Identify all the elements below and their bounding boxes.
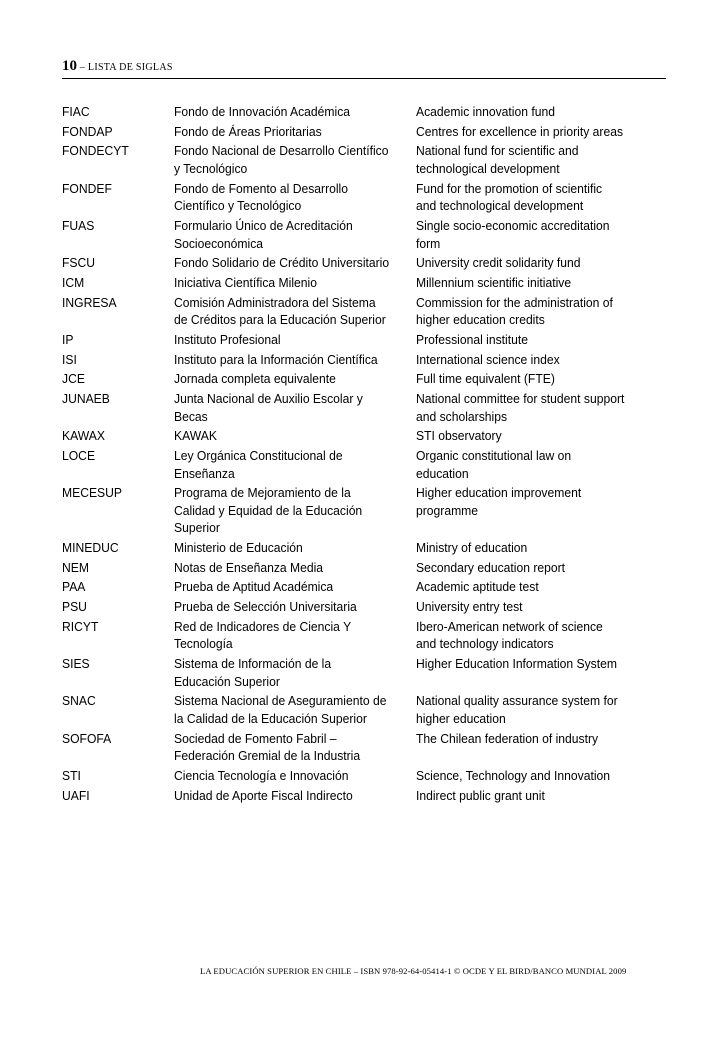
list-item	[62, 598, 666, 616]
list-item	[62, 390, 666, 425]
english-translation: University entry test	[416, 599, 523, 615]
english-translation: Ibero-American network of science and technology indicators	[416, 618, 603, 652]
spanish-name-cell	[174, 578, 416, 596]
spanish-name-cell	[174, 103, 416, 121]
spanish-name-cell	[174, 598, 416, 616]
spanish-name-cell	[174, 427, 416, 445]
spanish-name: Ley Orgánica Constitucional de Enseñanza	[174, 447, 343, 481]
header-separator: –	[77, 62, 88, 73]
spanish-name-cell	[174, 484, 416, 537]
acronym: KAWAX	[62, 428, 105, 444]
list-item	[62, 142, 666, 177]
english-translation: Academic aptitude test	[416, 579, 539, 595]
english-translation-cell	[416, 539, 666, 557]
spanish-name-cell	[174, 217, 416, 252]
english-translation: STI observatory	[416, 428, 502, 444]
english-translation-cell	[416, 274, 666, 292]
acronym: JUNAEB	[62, 390, 110, 406]
acronym: ICM	[62, 274, 85, 290]
list-item	[62, 370, 666, 388]
spanish-name: Instituto Profesional	[174, 331, 281, 347]
english-translation: Organic constitutional law on education	[416, 447, 572, 481]
spanish-name: Instituto para la Información Científica	[174, 351, 378, 367]
english-translation-cell	[416, 484, 666, 537]
list-item	[62, 539, 666, 557]
spanish-name-cell	[174, 390, 416, 425]
spanish-name: Sociedad de Fomento Fabril – Federación Gremial de la Industria	[174, 730, 361, 764]
spanish-name-cell	[174, 294, 416, 329]
spanish-name-cell	[174, 692, 416, 727]
acronym: FUAS	[62, 217, 95, 233]
english-translation: The Chilean federation of industry	[416, 730, 599, 746]
english-translation-cell	[416, 447, 666, 482]
acronym: MINEDUC	[62, 540, 119, 556]
spanish-name-cell	[174, 787, 416, 805]
english-translation-cell	[416, 578, 666, 596]
english-translation-cell	[416, 123, 666, 141]
spanish-name-cell	[174, 655, 416, 690]
spanish-name: KAWAK	[174, 428, 217, 444]
spanish-name: Fondo de Áreas Prioritarias	[174, 123, 322, 139]
list-item	[62, 730, 666, 765]
spanish-name: Ciencia Tecnología e Innovación	[174, 767, 349, 783]
spanish-name: Fondo Solidario de Crédito Universitario	[174, 255, 390, 271]
spanish-name: Junta Nacional de Auxilio Escolar y Becas	[174, 390, 363, 424]
list-item	[62, 787, 666, 805]
english-translation-cell	[416, 787, 666, 805]
spanish-name-cell	[174, 559, 416, 577]
english-translation: Higher education improvement programme	[416, 485, 582, 518]
english-translation: National quality assurance system for higher education	[416, 693, 618, 726]
english-translation: National committee for student support and scholarships	[416, 390, 625, 424]
english-translation: International science index	[416, 351, 560, 367]
list-item	[62, 618, 666, 653]
english-translation: Science, Technology and Innovation	[416, 767, 611, 783]
running-header	[62, 58, 666, 78]
english-translation-cell	[416, 142, 666, 177]
spanish-name: Prueba de Aptitud Académica	[174, 579, 334, 595]
english-translation-cell	[416, 351, 666, 369]
list-item	[62, 559, 666, 577]
spanish-name: Unidad de Aporte Fiscal Indirecto	[174, 787, 353, 803]
english-translation-cell	[416, 331, 666, 349]
english-translation: Professional institute	[416, 331, 528, 347]
english-translation: Full time equivalent (FTE)	[416, 371, 555, 387]
list-item	[62, 294, 666, 329]
spanish-name-cell	[174, 142, 416, 177]
page-number: 10	[62, 58, 77, 74]
english-translation: University credit solidarity fund	[416, 255, 581, 271]
list-item	[62, 692, 666, 727]
english-translation-cell	[416, 427, 666, 445]
english-translation-cell	[416, 254, 666, 272]
english-translation-cell	[416, 103, 666, 121]
english-translation-cell	[416, 390, 666, 425]
acronym: FONDEF	[62, 180, 112, 196]
page-footer: LA EDUCACIÓN SUPERIOR EN CHILE – ISBN 978-92-64-05414-1 © OCDE Y EL BIRD/BANCO MUNDIAL 2009	[200, 966, 627, 976]
list-item	[62, 578, 666, 596]
english-translation-cell	[416, 767, 666, 785]
spanish-name: Sistema de Información de la Educación Superior	[174, 656, 332, 689]
list-item	[62, 767, 666, 785]
spanish-name-cell	[174, 123, 416, 141]
list-item	[62, 427, 666, 445]
spanish-name: Sistema Nacional de Aseguramiento de la Calidad de la Educación Superior	[174, 693, 387, 726]
list-item	[62, 274, 666, 292]
english-translation: Secondary education report	[416, 559, 566, 575]
english-translation-cell	[416, 655, 666, 690]
acronym-list	[62, 103, 666, 806]
english-translation-cell	[416, 180, 666, 215]
english-translation: Commission for the administration of higher education credits	[416, 294, 613, 328]
acronym: MECESUP	[62, 485, 123, 501]
spanish-name-cell	[174, 539, 416, 557]
acronym: JCE	[62, 371, 85, 387]
list-item	[62, 180, 666, 215]
list-item	[62, 123, 666, 141]
spanish-name: Jornada completa equivalente	[174, 371, 336, 387]
english-translation: Ministry of education	[416, 540, 528, 556]
english-translation-cell	[416, 692, 666, 727]
list-item	[62, 484, 666, 537]
list-item	[62, 351, 666, 369]
spanish-name-cell	[174, 180, 416, 215]
acronym: NEM	[62, 559, 89, 575]
spanish-name: Fondo de Fomento al Desarrollo Científico y Tecnológico	[174, 180, 348, 214]
spanish-name-cell	[174, 618, 416, 653]
section-title: LISTA DE SIGLAS	[87, 62, 173, 73]
acronym: SOFOFA	[62, 730, 112, 746]
spanish-name: Notas de Enseñanza Media	[174, 559, 324, 575]
spanish-name: Ministerio de Educación	[174, 540, 303, 556]
acronym: SNAC	[62, 693, 96, 709]
spanish-name-cell	[174, 274, 416, 292]
english-translation: Academic innovation fund	[416, 104, 555, 119]
acronym: ISI	[62, 351, 77, 367]
acronym: FSCU	[62, 255, 96, 271]
acronym: PSU	[62, 599, 87, 615]
spanish-name: Iniciativa Científica Milenio	[174, 274, 317, 290]
acronym: FONDAP	[62, 123, 113, 139]
acronym: INGRESA	[62, 294, 117, 310]
spanish-name-cell	[174, 730, 416, 765]
acronym: FONDECYT	[62, 143, 129, 159]
spanish-name: Red de Indicadores de Ciencia Y Tecnología	[174, 618, 352, 652]
spanish-name: Formulario Único de Acreditación Socioeconómica	[174, 217, 353, 251]
header-rule	[62, 78, 666, 79]
spanish-name: Programa de Mejoramiento de la Calidad y Equidad de la Educación Superior	[174, 485, 363, 536]
english-translation: Fund for the promotion of scientific and technological development	[416, 180, 603, 214]
acronym: LOCE	[62, 447, 96, 463]
english-translation-cell	[416, 730, 666, 765]
acronym: UAFI	[62, 787, 90, 803]
acronym: STI	[62, 767, 81, 783]
spanish-name-cell	[174, 254, 416, 272]
list-item	[62, 655, 666, 690]
acronym: IP	[62, 331, 74, 347]
spanish-name-cell	[174, 767, 416, 785]
english-translation: Indirect public grant unit	[416, 787, 545, 803]
english-translation: National fund for scientific and technological development	[416, 143, 579, 176]
english-translation-cell	[416, 618, 666, 653]
acronym: RICYT	[62, 618, 99, 634]
english-translation: Millennium scientific initiative	[416, 274, 572, 290]
acronym: PAA	[62, 579, 86, 595]
english-translation-cell	[416, 294, 666, 329]
spanish-name-cell	[174, 331, 416, 349]
spanish-name-cell	[174, 351, 416, 369]
english-translation-cell	[416, 370, 666, 388]
list-item	[62, 447, 666, 482]
spanish-name: Comisión Administradora del Sistema de Créditos para la Educación Superior	[174, 294, 386, 328]
english-translation: Single socio-economic accreditation form	[416, 217, 610, 251]
spanish-name: Prueba de Selección Universitaria	[174, 599, 357, 615]
english-translation: Centres for excellence in priority areas	[416, 123, 624, 139]
english-translation: Higher Education Information System	[416, 656, 617, 672]
spanish-name: Fondo Nacional de Desarrollo Científico y Tecnológico	[174, 143, 389, 176]
spanish-name: Fondo de Innovación Académica	[174, 104, 351, 119]
list-item	[62, 331, 666, 349]
acronym: SIES	[62, 656, 90, 672]
spanish-name-cell	[174, 447, 416, 482]
english-translation-cell	[416, 217, 666, 252]
english-translation-cell	[416, 559, 666, 577]
list-item	[62, 254, 666, 272]
list-item	[62, 217, 666, 252]
acronym: FIAC	[62, 104, 90, 119]
list-item	[62, 103, 666, 121]
spanish-name-cell	[174, 370, 416, 388]
english-translation-cell	[416, 598, 666, 616]
